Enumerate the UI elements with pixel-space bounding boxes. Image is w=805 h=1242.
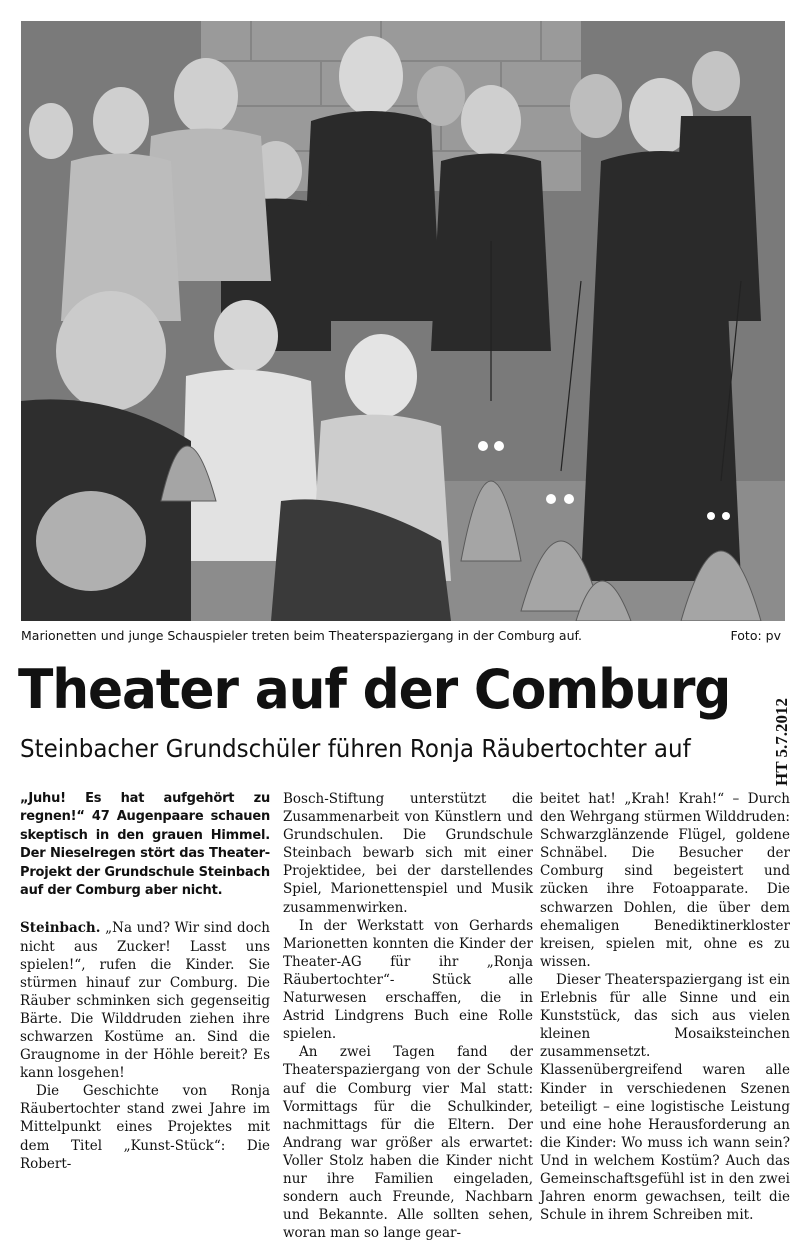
article-paragraph: In der Werkstatt von Gerhards Marionetten konnten die Kinder der Theater-AG für ihr „Ronja Räubertochter“- Stück alle Naturwesen erschaffen, die in Astrid Lindgrens Buch eine Rolle spielen.: [283, 917, 533, 1043]
photo-caption: [21, 628, 785, 646]
article-lead: „Juhu! Es hat aufgehört zu regnen!“ 47 Augenpaare schauen skeptisch in den grauen Himmel. Der Nieselregen stört das Theater-Projekt der Grundschule Steinbach auf der Comburg aber nicht.: [20, 791, 270, 899]
article-column-2: [283, 790, 533, 1242]
article-paragraph: Dieser Theaterspaziergang ist ein Erlebnis für alle Sinne und ein Kunststück, das sich aus vielen kleinen Mosaiksteinchen zusammensetzt. Klassenübergreifend waren alle Kinder in verschiedenen Szenen beteiligt – eine logistische Leistung und eine hohe Herausforderung an die Kinder: Wo muss ich wann sein? Und in welchem Kostüm? Auch das Gemeinschaftsgefühl ist in den zwei Jahren enorm gewachsen, teilt die Schule in ihrem Schreiben mit.: [540, 971, 790, 1224]
article-column-3: [540, 790, 790, 1224]
subheadline: Steinbacher Grundschüler führen Ronja Räubertochter auf: [20, 734, 691, 763]
article-column-1: [20, 790, 270, 1173]
caption-text: Marionetten und junge Schauspieler treten beim Theaterspaziergang in der Comburg auf.: [21, 628, 582, 643]
article-paragraph: beitet hat! „Krah! Krah!“ – Durch den Wehrgang stürmen Wilddruden: Schwarzglänzende Flügel, goldene Schnäbel. Die Besucher der Comburg sind begeistert und zücken ihre Fotoapparate. Die schwarzen Dohlen, die über dem ehemaligen Benediktinerkloster kreisen, spielen mit, ohne es zu wissen.: [540, 791, 790, 970]
news-photo: [21, 21, 785, 621]
photo-illustration: [21, 21, 785, 621]
date-stamp: HT 5.7.2012: [772, 697, 791, 786]
headline: Theater auf der Comburg: [18, 658, 731, 721]
article-paragraph: An zwei Tagen fand der Theaterspaziergang von der Schule auf die Comburg vier Mal statt: Vormittags für die Schulkinder, nachmittags für die Eltern. Der Andrang war größer als erwartet: Voller Stolz haben die Kinder nicht nur ihre Familien eingeladen, sondern auch Freunde, Nachbarn und Bekannte. Alle sollten sehen, woran man so lange gear-: [283, 1044, 533, 1242]
article-paragraph: Steinbach. „Na und? Wir sind doch nicht aus Zucker! Lasst uns spielen!“, rufen die Kinder. Sie stürmen hinauf zur Comburg. Die Räuber schminken sich gegenseitig Bärte. Die Wilddruden ziehen ihre schwarzen Kostüme an. Sind die Graugnome in der Höhle bereit? Es kann losgehen!: [20, 920, 270, 1082]
article-paragraph: Bosch-Stiftung unterstützt die Zusammenarbeit von Künstlern und Grundschulen. Die Grundschule Steinbach bewarb sich mit einer Projektidee, bei der darstellendes Spiel, Marionettenspiel und Musik zusammenwirken.: [283, 791, 533, 916]
article-paragraph: Die Geschichte von Ronja Räubertochter stand zwei Jahre im Mittelpunkt eines Projektes mit dem Titel „Kunst-Stück“: Die Robert-: [20, 1083, 270, 1172]
photo-credit: Foto: pv: [730, 628, 781, 643]
dateline: Steinbach.: [20, 920, 101, 937]
